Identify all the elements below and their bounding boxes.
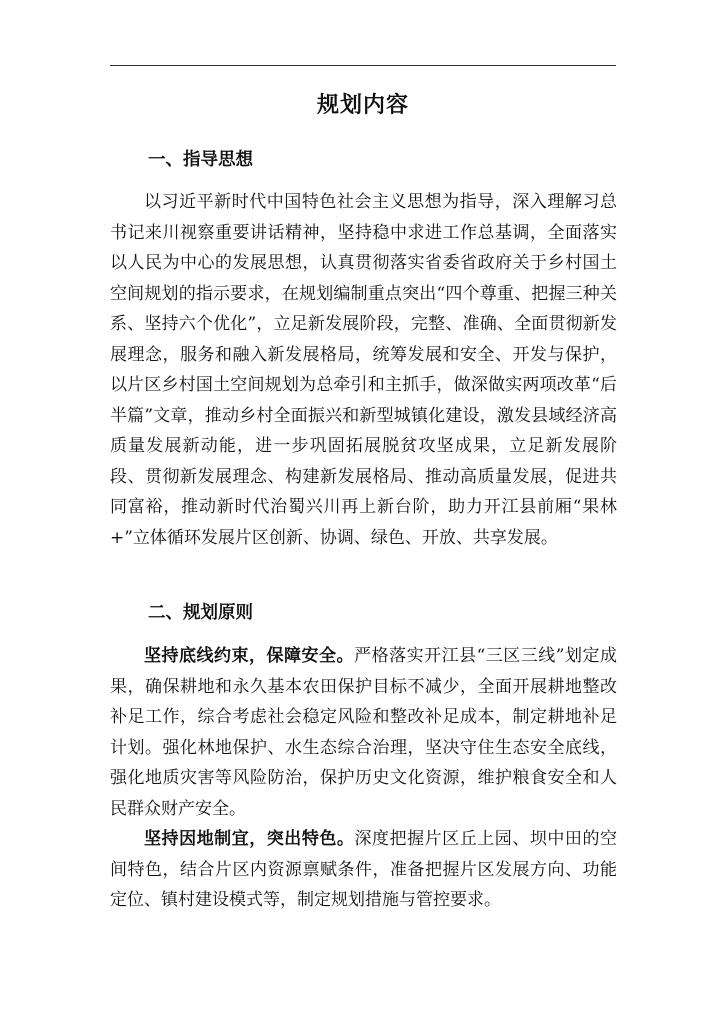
section-heading-guiding-thought: 一、指导思想 [148, 150, 253, 170]
page-title: 规划内容 [316, 93, 409, 118]
paragraph-lead: 坚持底线约束，保障安全。 [144, 646, 355, 666]
paragraph-text: 以习近平新时代中国特色社会主义思想为指导，深入理解习总书记来川视察重要讲话精神，坚持稳中求进工作总基调，全面落实以人民为中心的发展思想，认真贯彻落实省委省政府关于乡村国土空间规划的指示要求，在规划编制重点突出“四个尊重、把握三种关系、坚持六个优化”，立足新发展阶段，完整、准确、全面贯彻新发展理念，服务和融入新发展格局，统筹发展和安全、开发与保护，以片区乡村国土空间规划为总牵引和主抓手，做深做实两项改革“后半篇”文章，推动乡村全面振兴和新型城镇化建设，激发县域经济高质量发展新动能，进一步巩固拓展脱贫攻坚成果，立足新发展阶段、贯彻新发展理念、构建新发展格局、推动高质量发展，促进共同富裕，推动新时代治蜀兴川再上新台阶，助力开江县前厢“果林+”立体循环发展片区创新、协调、绿色、开放、共享发展。 [110, 192, 617, 548]
paragraph-principle-bottom-line [110, 641, 617, 824]
section-heading-planning-principles: 二、规划原则 [148, 603, 253, 623]
header-rule [110, 65, 616, 66]
paragraph-text: 深度把握片区丘上园、坝中田的空间特色，结合片区内资源禀赋条件，准备把握片区发展方向、功能定位、镇村建设模式等，制定规划措施与管控要求。 [110, 829, 618, 910]
paragraph-guiding-thought [110, 187, 617, 553]
paragraph-text: 严格落实开江县“三区三线”划定成果，确保耕地和永久基本农田保护目标不减少，全面开展耕地整改补足工作，综合考虑社会稳定风险和整改补足成本，制定耕地补足计划。强化林地保护、水生态综合治理，坚决守住生态安全底线，强化地质灾害等风险防治，保护历史文化资源，维护粮食安全和人民群众财产安全。 [110, 646, 618, 819]
paragraph-principle-local-conditions [110, 824, 617, 916]
paragraph-lead: 坚持因地制宜，突出特色。 [144, 829, 355, 849]
